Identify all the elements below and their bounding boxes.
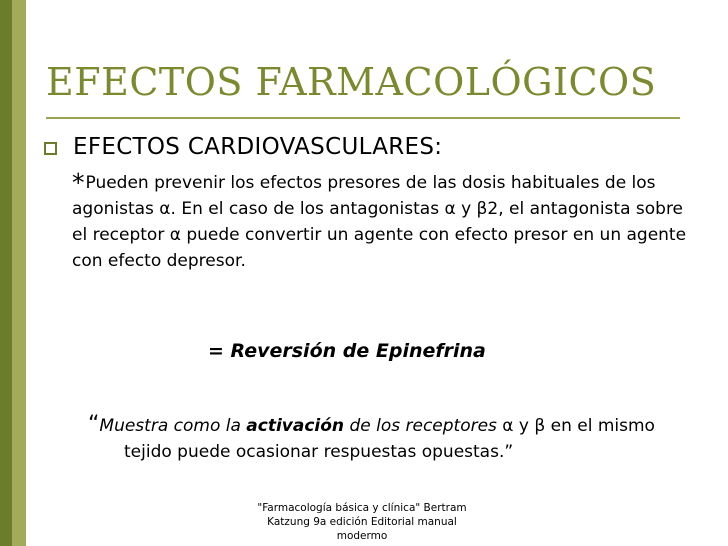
quote-part-4: α y β en el mismo tejido puede ocasionar respuestas opuestas.” <box>124 416 655 462</box>
quote-open-mark: “ <box>88 412 100 437</box>
quote-part-2: activación <box>246 416 345 436</box>
bullet-heading: EFECTOS CARDIOVASCULARES: <box>73 134 443 160</box>
title-divider <box>46 117 680 119</box>
asterisk-mark: * <box>72 168 85 197</box>
footer-citation: "Farmacología básica y clínica" Bertram Katzung 9a edición Editorial manual modermo <box>257 502 467 542</box>
paragraph-text: Pueden prevenir los efectos presores de las dosis habituales de los agonistas α. En el caso de los antagonistas α y β2, el antagonista sobre el receptor α puede convertir un agente con efecto presor en un agente con efecto depresor. <box>72 173 687 271</box>
quote-part-3: de los receptores <box>344 416 497 436</box>
emphasis-line: = Reversión de Epinefrina <box>208 340 486 362</box>
quote-block <box>88 412 698 465</box>
slide-title: EFECTOS FARMACOLÓGICOS <box>46 60 657 104</box>
left-accent-bar <box>0 0 26 546</box>
square-bullet-icon <box>44 142 57 155</box>
bullet-item <box>44 134 442 160</box>
quote-part-1: Muestra como la <box>99 416 247 436</box>
body-paragraph <box>72 170 692 274</box>
